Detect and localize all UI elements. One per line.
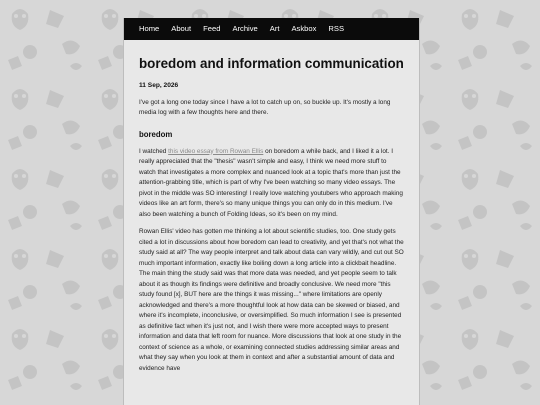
intro-paragraph: I've got a long one today since I have a lot to catch up on, so buckle up. It's mostly a long media log with a few thoughts here and there. [139, 98, 391, 116]
post-title: boredom and information communication [139, 56, 404, 71]
video-essay-link[interactable]: this video essay from Rowan Ellis [168, 147, 264, 155]
video-essay-paragraph [139, 147, 404, 221]
nav-about-link[interactable]: About [171, 24, 192, 33]
nav-archive-link[interactable]: Archive [232, 24, 258, 33]
paragraph-text: I watched [139, 147, 169, 155]
nav-askbox-link[interactable]: Askbox [291, 24, 317, 33]
nav-home-link[interactable]: Home [139, 24, 160, 33]
section-heading-boredom: boredom [139, 129, 173, 139]
nav-art-link[interactable]: Art [269, 24, 280, 33]
post-date: 11 Sep, 2026 [139, 81, 179, 89]
top-nav [124, 18, 419, 40]
blog-page [123, 18, 420, 405]
nav-feed-link[interactable]: Feed [203, 24, 221, 33]
paragraph-text: on boredom a while back, and I liked it a lot. I really appreciated that the "thesis" wasn't simple and easy, I think we need more stuff to watch that investigates a more complex and nuanced look at a topic that's more than just the attention-grabbing title, which is part of why I've been watching so many video essays. The pivot in the middle was SO interesting! I really love watching youtubers who approach making videos like an art form, there's so many unique things you can only do in this medium. I've also been watching a bunch of Folding Ideas, so it's been on my mind. [139, 147, 403, 218]
blog-post [124, 40, 419, 374]
nav-rss-link[interactable]: RSS [328, 24, 345, 33]
study-paragraph: Rowan Ellis' video has gotten me thinking a lot about scientific studies, too. One study gets cited a lot in discussions about how boredom can lead to creativity, and yet that's not what the study said at all? The way people interpret and talk about data can vary wildly, and cut out SO much important information, exactly like boiling down a long article into a clickbait headline. The main thing the study said was that more data was needed, and yet people seem to talk about it as though its findings were definitive and broadly conclusive. We need more "this study found [x], BUT here are the things it was missing..." where limitations are openly acknowledged and there's a more thoughtful look at how data can be skewed or biased, and where it's incomplete, inconclusive, or oversimplified. So much information I see is presented as definitive fact when it's just not, and I wish there were more accepted ways to present information and data that left room for nuance. More discussions that look at one study in the context of science as a whole, or examining connected studies addressing similar areas and what they say when you look at them in context and after a substantial amount of data and evidence have [139, 228, 404, 372]
